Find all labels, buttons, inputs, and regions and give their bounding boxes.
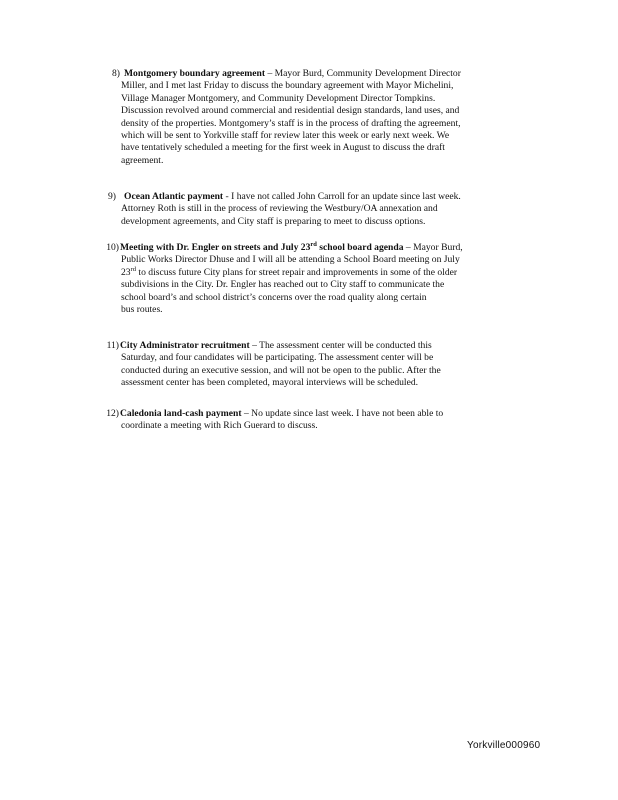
item-body-continued: coordinate a meeting with Rich Guerard to discuss.: [121, 420, 318, 432]
item-body: City Administrator recruitment – The assessment center will be conducted this: [120, 340, 432, 351]
item-heading: Montgomery boundary agreement: [124, 68, 266, 79]
item-body-continued: Miller, and I met last Friday to discuss the boundary agreement with Mayor Michelini, Village Manager Montgomery, and Community Development Director Tompkins. Discussion revolved around commercial and residential design standards, land uses, and density of the properties. Montgomery’s staff is in the process of drafting the agreement, which will be sent to Yorkville staff for review later this week or early next week. We have tentatively scheduled a meeting for the first week in August to discuss the draft agreement.: [121, 80, 461, 166]
item-heading: City Administrator recruitment: [120, 340, 250, 351]
item-heading: Meeting with Dr. Engler on streets and July 23rd school board agenda: [120, 240, 404, 253]
item-body-continued: Saturday, and four candidates will be participating. The assessment center will be conducted during an executive session, and will not be open to the public. After the assessment center has been completed, mayoral interviews will be scheduled.: [121, 352, 441, 389]
item-body-continued: Attorney Roth is still in the process of reviewing the Westbury/OA annexation and development agreements, and City staff is preparing to meet to discuss options.: [121, 203, 438, 227]
item-body: Ocean Atlantic payment - I have not called John Carroll for an update since last week.: [124, 191, 461, 202]
item-body: Caledonia land-cash payment – No update since last week. I have not been able to: [120, 408, 444, 419]
item-heading: Ocean Atlantic payment: [124, 191, 224, 202]
item-body-continued: Public Works Director Dhuse and I will all be attending a School Board meeting on July 23rd to discuss future City plans for street repair and improvements in some of the older subdivisions in the City. Dr. Engler has reached out to City staff to communicate the school board’s and school district’s concerns over the road quality along certain bus routes.: [121, 254, 460, 316]
item-body: Montgomery boundary agreement – Mayor Burd, Community Development Director: [124, 68, 461, 79]
item-number: 9): [108, 191, 116, 202]
item-number: 12): [106, 408, 119, 419]
item-number: 8): [112, 68, 120, 79]
item-body: Meeting with Dr. Engler on streets and July 23rd school board agenda – Mayor Burd,: [120, 240, 463, 253]
bates-number: Yorkville000960: [467, 740, 541, 751]
item-heading: Caledonia land-cash payment: [120, 408, 242, 419]
item-number: 11): [106, 340, 119, 351]
item-number: 10): [106, 242, 119, 253]
